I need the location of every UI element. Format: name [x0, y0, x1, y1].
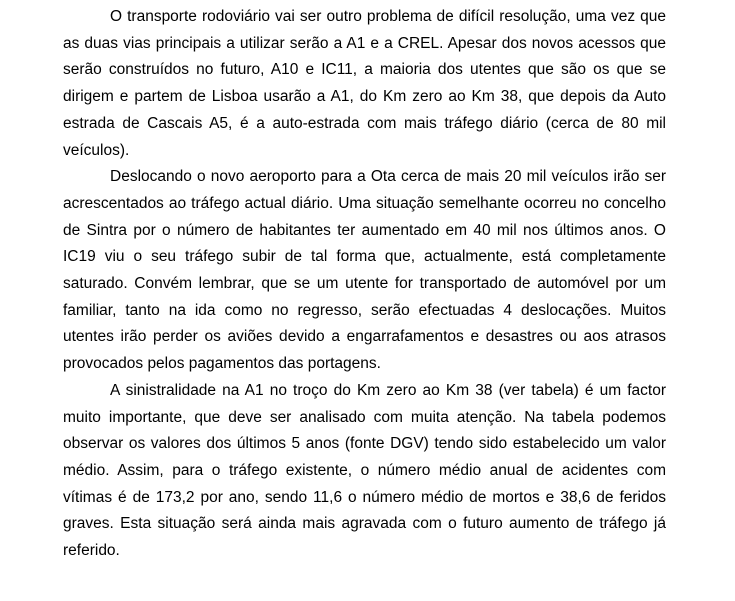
document-page [63, 4, 666, 565]
paragraph-ota-traffic: Deslocando o novo aeroporto para a Ota cerca de mais 20 mil veículos irão ser acrescentados ao tráfego actual diário. Uma situação semelhante ocorreu no concelho de Sintra por o número de habitantes ter aumentado em 40 mil nos últimos anos. O IC19 viu o seu tráfego subir de tal forma que, actualmente, está completamente saturado. Convém lembrar, que se um utente for transportado de automóvel por um familiar, tanto na ida como no regresso, serão efectuadas 4 deslocações. Muitos utentes irão perder os aviões devido a engarrafamentos e desastres ou aos atrasos provocados pelos pagamentos das portagens. [63, 168, 666, 373]
paragraph-accident-statistics: A sinistralidade na A1 no troço do Km zero ao Km 38 (ver tabela) é um factor muito importante, que deve ser analisado com muita atenção. Na tabela podemos observar os valores dos últimos 5 anos (fonte DGV) tendo sido estabelecido um valor médio. Assim, para o tráfego existente, o número médio anual de acidentes com vítimas é de 173,2 por ano, sendo 11,6 o número médio de mortos e 38,6 de feridos graves. Esta situação será ainda mais agravada com o futuro aumento de tráfego já referido. [63, 381, 666, 560]
paragraph-road-transport: O transporte rodoviário vai ser outro problema de difícil resolução, uma vez que as duas vias principais a utilizar serão a A1 e a CREL. Apesar dos novos acessos que serão construídos no futuro, A10 e IC11, a maioria dos utentes que são os que se dirigem e partem de Lisboa usarão a A1, do Km zero ao Km 38, que depois da Auto estrada de Cascais A5, é a auto-estrada com mais tráfego diário (cerca de 80 mil veículos). [63, 8, 666, 159]
